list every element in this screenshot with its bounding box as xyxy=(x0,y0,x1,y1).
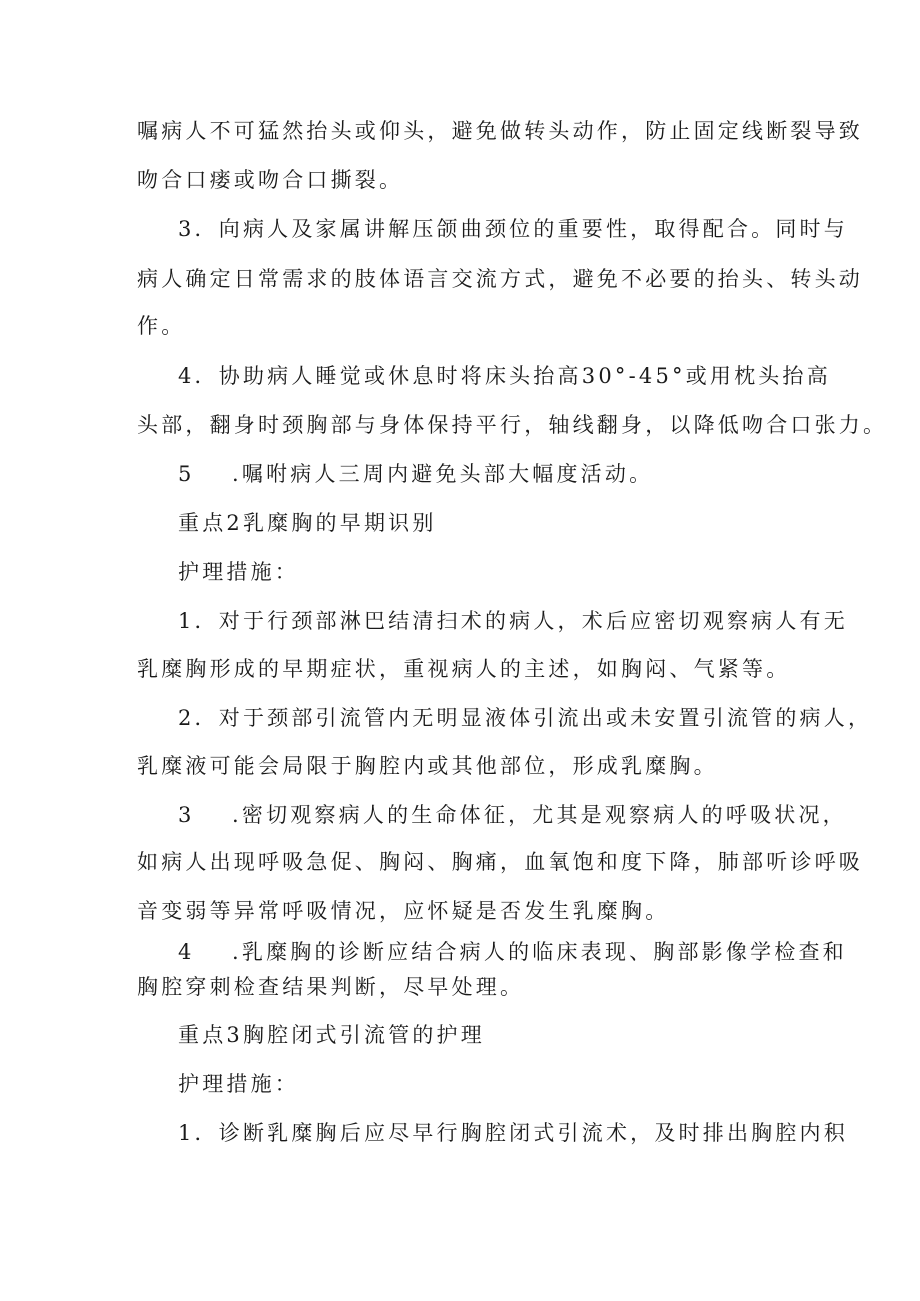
text-line-content: .乳糜胸的诊断应结合病人的临床表现、胸部影像学检查和 xyxy=(232,940,847,964)
text-line xyxy=(178,937,847,967)
text-line: 1．对于行颈部淋巴结清扫术的病人，术后应密切观察病人有无 xyxy=(178,609,848,633)
subsection-label: 护理措施： xyxy=(178,1072,299,1096)
list-number: 5 xyxy=(178,462,195,486)
list-number: 4 xyxy=(178,940,195,964)
text-line: 作。 xyxy=(137,314,186,338)
text-line: 嘱病人不可猛然抬头或仰头，避免做转头动作，防止固定线断裂导致 xyxy=(137,119,863,143)
text-line: 胸腔穿刺检查结果判断，尽早处理。 xyxy=(137,975,525,999)
text-line: 如病人出现呼吸急促、胸闷、胸痛，血氧饱和度下降，肺部听诊呼吸 xyxy=(137,850,863,874)
text-line: 4．协助病人睡觉或休息时将床头抬高30°-45°或用枕头抬高 xyxy=(178,364,831,388)
subsection-label: 护理措施： xyxy=(178,560,299,584)
text-line: 1．诊断乳糜胸后应尽早行胸腔闭式引流术，及时排出胸腔内积 xyxy=(178,1121,848,1145)
text-line: 乳糜胸形成的早期症状，重视病人的主述，如胸闷、气紧等。 xyxy=(137,657,791,681)
text-line: 病人确定日常需求的肢体语言交流方式，避免不必要的抬头、转头动 xyxy=(137,267,863,291)
text-line: 吻合口瘘或吻合口撕裂。 xyxy=(137,168,404,192)
text-line: 2．对于颈部引流管内无明显液体引流出或未安置引流管的病人， xyxy=(178,706,873,730)
text-line: 头部，翻身时颈胸部与身体保持平行，轴线翻身，以降低吻合口张力。 xyxy=(137,413,888,437)
text-line: 3．向病人及家属讲解压颌曲颈位的重要性，取得配合。同时与 xyxy=(178,217,848,241)
section-heading: 重点2乳糜胸的早期识别 xyxy=(178,511,437,535)
list-number: 3 xyxy=(178,803,195,827)
text-line-content: .嘱咐病人三周内避免头部大幅度活动。 xyxy=(232,462,654,486)
text-line-content: .密切观察病人的生命体征，尤其是观察病人的呼吸状况， xyxy=(232,803,847,827)
text-line xyxy=(178,800,847,830)
text-line: 乳糜液可能会局限于胸腔内或其他部位，形成乳糜胸。 xyxy=(137,754,718,778)
text-line: 音变弱等异常呼吸情况，应怀疑是否发生乳糜胸。 xyxy=(137,899,670,923)
section-heading: 重点3胸腔闭式引流管的护理 xyxy=(178,1023,485,1047)
text-line xyxy=(178,459,653,489)
